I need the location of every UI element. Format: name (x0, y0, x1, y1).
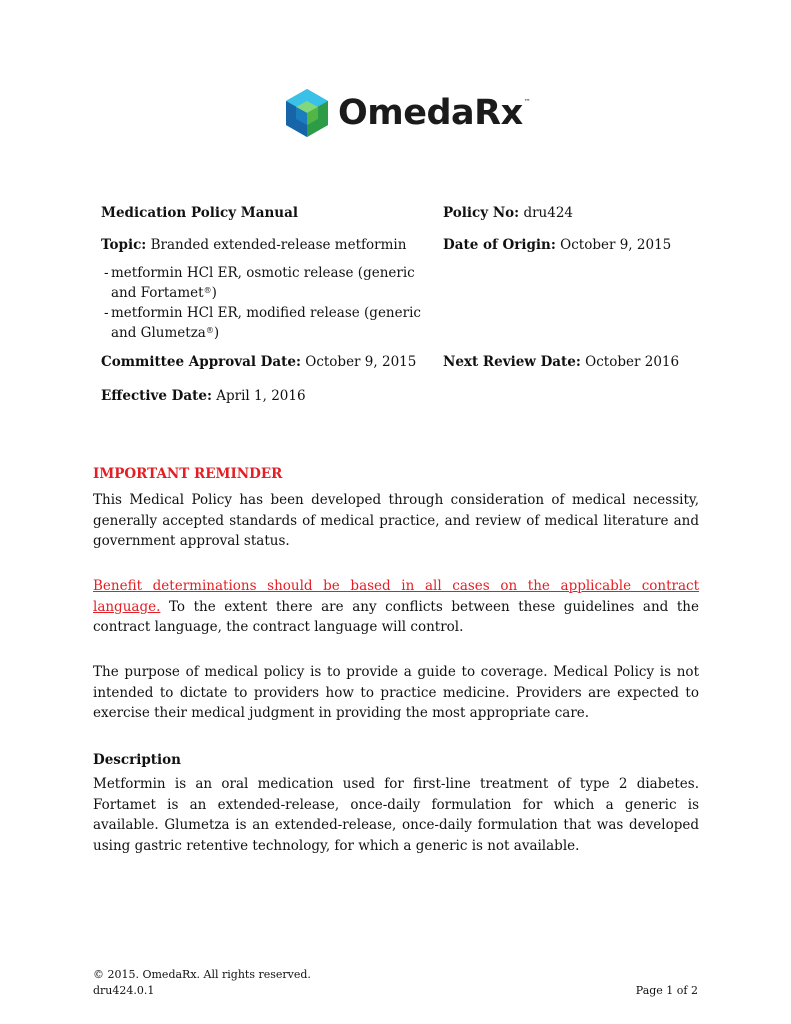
reminder-paragraph-1: This Medical Policy has been developed through consideration of medical necessity, generally accepted standards of medical practice, and review of medical literature and government approval status. (93, 492, 699, 549)
effective-date-value: April 1, 2016 (216, 388, 306, 404)
important-reminder-heading: IMPORTANT REMINDER (93, 466, 283, 482)
reminder-paragraph-3: The purpose of medical policy is to provide a guide to coverage. Medical Policy is not intended to dictate to providers how to practice medicine. Providers are expected to exercise their medical judgment in providing the most appropriate care. (93, 664, 699, 721)
next-review-date (443, 352, 679, 372)
footer-doc-id: dru424.0.1 (93, 984, 155, 997)
list-item: - metformin HCl ER, modified release (generic and Glumetza®) (104, 305, 421, 341)
logo-wordmark: OmedaRx (338, 93, 523, 133)
contract-language-note: Benefit determinations should be based in all cases on the applicable contract language. (93, 578, 699, 615)
policy-number (443, 203, 573, 223)
reminder-paragraph-2: Benefit determinations should be based in all cases on the applicable contract language. To the extent there are any conflicts between these guidelines and the contract language, the contract language will control. (93, 578, 699, 635)
list-item: - metformin HCl ER, osmotic release (generic and Fortamet®) (104, 265, 415, 301)
page-number: Page 1 of 2 (635, 984, 698, 997)
omedarx-hexagon-logo-icon (285, 88, 329, 138)
topic-label: Topic: (101, 237, 147, 253)
next-review-label: Next Review Date: (443, 354, 581, 370)
topic-value: Branded extended-release metformin (150, 237, 407, 253)
footer-copyright: © 2015. OmedaRx. All rights reserved. (93, 968, 311, 981)
date-of-origin-value: October 9, 2015 (560, 237, 672, 253)
topic-sub-list (101, 263, 441, 343)
manual-title: Medication Policy Manual (101, 205, 298, 221)
policy-number-label: Policy No: (443, 205, 520, 221)
policy-number-value: dru424 (523, 205, 574, 221)
description-heading: Description (93, 752, 181, 768)
omedarx-logo (285, 88, 531, 138)
date-of-origin-label: Date of Origin: (443, 237, 556, 253)
description-paragraph: Metformin is an oral medication used for first-line treatment of type 2 diabetes. Fortamet is an extended-release, once-daily formulation for which a generic is available. Glumetza is an extended-release, once-daily formulation that was developed using gastric retentive technology, for which a generic is not available. (93, 776, 699, 854)
date-of-origin (443, 235, 671, 255)
committee-approval-date (101, 352, 416, 372)
effective-date-label: Effective Date: (101, 388, 212, 404)
trademark-mark: ™ (523, 98, 531, 106)
effective-date (101, 386, 306, 406)
next-review-value: October 2016 (585, 354, 680, 370)
committee-approval-value: October 9, 2015 (305, 354, 417, 370)
topic (101, 235, 406, 255)
committee-approval-label: Committee Approval Date: (101, 354, 301, 370)
